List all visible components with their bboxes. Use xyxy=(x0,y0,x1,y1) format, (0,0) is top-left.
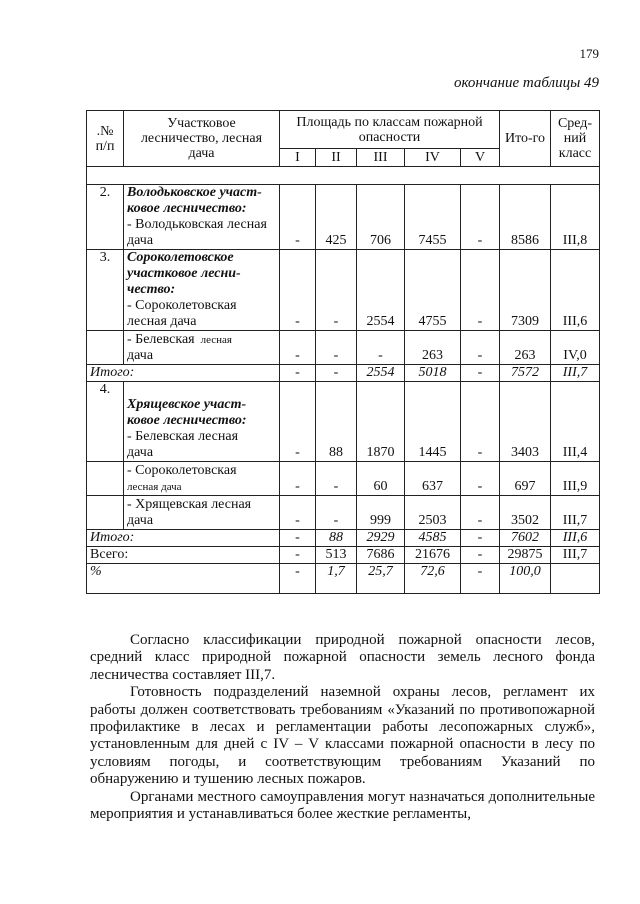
value-cell: - xyxy=(280,382,316,462)
summary-value: - xyxy=(280,530,316,547)
summary-value: - xyxy=(280,547,316,564)
value-cell: 3502 xyxy=(500,496,551,530)
value-cell: - xyxy=(280,331,316,365)
value-cell: 1870 xyxy=(357,382,405,462)
value-cell: 7455 xyxy=(405,185,461,250)
table-row xyxy=(87,564,600,594)
table-row xyxy=(87,331,600,365)
header-total: Ито-го xyxy=(500,111,551,167)
paragraph: Согласно классификации природной пожарной опасности лесов, средний класс природной пожарной опасности земель лесного фонда лесничества составляет III,7. xyxy=(90,632,595,683)
summary-value: - xyxy=(461,547,500,564)
table-row xyxy=(87,365,600,382)
forest-dacha-extra: лесная xyxy=(200,334,232,346)
value-cell: 697 xyxy=(500,462,551,496)
summary-value: III,6 xyxy=(551,530,600,547)
value-cell: - xyxy=(316,250,357,331)
summary-value: 21676 xyxy=(405,547,461,564)
value-cell: 263 xyxy=(500,331,551,365)
value-cell: - xyxy=(461,382,500,462)
value-cell: III,9 xyxy=(551,462,600,496)
header-class-4: IV xyxy=(405,149,461,167)
value-cell: 3403 xyxy=(500,382,551,462)
summary-label: Всего: xyxy=(87,547,280,564)
forest-dacha-text: лесная дача xyxy=(127,481,182,493)
forestry-title-line: Сороколетовское xyxy=(127,250,234,265)
table-row xyxy=(87,496,600,530)
forestry-title-line: ковое лесничество: xyxy=(127,201,247,216)
value-cell: 425 xyxy=(316,185,357,250)
summary-value: III,7 xyxy=(551,547,600,564)
value-cell: - xyxy=(280,462,316,496)
summary-value: 1,7 xyxy=(316,564,357,594)
row-number xyxy=(87,331,124,365)
table-body xyxy=(87,167,600,594)
value-cell: - xyxy=(280,496,316,530)
row-number xyxy=(87,496,124,530)
value-cell: 2503 xyxy=(405,496,461,530)
value-cell: III,4 xyxy=(551,382,600,462)
forestry-name xyxy=(124,382,280,462)
forest-dacha-text: - Сороколетовская xyxy=(127,298,237,313)
value-cell: 263 xyxy=(405,331,461,365)
value-cell: - xyxy=(461,496,500,530)
forest-dacha-text: дача xyxy=(127,233,154,248)
table-row xyxy=(87,250,600,331)
summary-value: 100,0 xyxy=(500,564,551,594)
value-cell: 8586 xyxy=(500,185,551,250)
table-caption: окончание таблицы 49 xyxy=(453,75,599,91)
header-area: Площадь по классам пожарной опасности xyxy=(280,111,500,149)
summary-value: 2554 xyxy=(357,365,405,382)
value-cell: 7309 xyxy=(500,250,551,331)
header-average: Сред-ний класс xyxy=(551,111,600,167)
forest-dacha-line xyxy=(127,463,276,479)
forest-dacha-text: - Белевская xyxy=(127,332,195,347)
summary-value: 88 xyxy=(316,530,357,547)
summary-label: Итого: xyxy=(87,530,280,547)
forest-dacha-line xyxy=(127,314,276,330)
forest-dacha-line xyxy=(127,348,276,364)
paragraph: Органами местного самоуправления могут назначаться дополнительные мероприятия и устанавливаться более жесткие регламенты, xyxy=(90,788,595,823)
summary-value: - xyxy=(280,564,316,594)
value-cell: 2554 xyxy=(357,250,405,331)
forest-dacha-line xyxy=(127,217,276,233)
forest-dacha-line xyxy=(127,429,276,445)
header-name: Участковое лесничество, лесная дача xyxy=(124,111,280,167)
value-cell: - xyxy=(280,250,316,331)
forest-dacha-text: дача xyxy=(127,513,154,528)
value-cell: 637 xyxy=(405,462,461,496)
forest-dacha-text: - Сороколетовская xyxy=(127,463,237,478)
forestry-title-line: Володьковское участ- xyxy=(127,185,262,200)
value-cell: - xyxy=(357,331,405,365)
value-cell: III,8 xyxy=(551,185,600,250)
value-cell: - xyxy=(461,185,500,250)
row-number xyxy=(87,462,124,496)
summary-value: - xyxy=(280,365,316,382)
forest-dacha-line xyxy=(127,513,276,529)
table-row xyxy=(87,530,600,547)
value-cell: III,7 xyxy=(551,496,600,530)
forest-dacha-line xyxy=(127,479,276,495)
forest-dacha-line xyxy=(127,298,276,314)
summary-value: - xyxy=(461,365,500,382)
summary-value: 7686 xyxy=(357,547,405,564)
value-cell: 88 xyxy=(316,382,357,462)
forestry-title-line: Хрящевское участ- xyxy=(127,397,247,412)
table-row xyxy=(87,382,600,462)
forestry-title-line: участковое лесни- xyxy=(127,266,241,281)
forestry-title-line: чество: xyxy=(127,282,176,297)
summary-value: 4585 xyxy=(405,530,461,547)
forest-dacha-text: - Хрящевская лесная xyxy=(127,497,252,512)
value-cell: - xyxy=(461,250,500,331)
forest-dacha-text: лесная дача xyxy=(127,314,197,329)
summary-value xyxy=(551,564,600,594)
row-number: 3. xyxy=(87,250,124,331)
row-number: 4. xyxy=(87,382,124,462)
header-class-2: II xyxy=(316,149,357,167)
forest-dacha-text: дача xyxy=(127,445,154,460)
table-row xyxy=(87,185,600,250)
table-row xyxy=(87,547,600,564)
value-cell: III,6 xyxy=(551,250,600,331)
summary-label: Итого: xyxy=(87,365,280,382)
header-class-3: III xyxy=(357,149,405,167)
forest-dacha-line xyxy=(127,445,276,461)
page-number: 179 xyxy=(579,46,599,61)
summary-value: III,7 xyxy=(551,365,600,382)
value-cell: - xyxy=(316,496,357,530)
forest-dacha-text: - Белевская лесная xyxy=(127,429,239,444)
value-cell: 706 xyxy=(357,185,405,250)
value-cell: 4755 xyxy=(405,250,461,331)
summary-label: % xyxy=(87,564,280,594)
header-class-1: I xyxy=(280,149,316,167)
summary-value: 2929 xyxy=(357,530,405,547)
fire-danger-table xyxy=(86,110,600,594)
value-cell: 60 xyxy=(357,462,405,496)
summary-value: 7602 xyxy=(500,530,551,547)
summary-value: 513 xyxy=(316,547,357,564)
value-cell: IV,0 xyxy=(551,331,600,365)
forest-dacha-line xyxy=(127,497,276,513)
value-cell: - xyxy=(316,462,357,496)
forest-dacha-line xyxy=(127,233,276,249)
forestry-name xyxy=(124,331,280,365)
forest-dacha-text: - Володьковская лесная xyxy=(127,217,267,232)
table-row xyxy=(87,167,600,185)
summary-value: - xyxy=(316,365,357,382)
summary-value: 72,6 xyxy=(405,564,461,594)
value-cell: - xyxy=(461,462,500,496)
table-row xyxy=(87,462,600,496)
body-text xyxy=(90,632,595,823)
forestry-name xyxy=(124,250,280,331)
value-cell: 1445 xyxy=(405,382,461,462)
paragraph: Готовность подразделений наземной охраны лесов, регламент их работы должен соответствовать требованиям «Указаний по противопожарной профилактике в лесах и регламентации работы лесопожарных служб», установленным для дней с IV – V классами пожарной опасности в лесу по условиям погоды, и соответствующим требованиям Указаний по обнаружению и тушению лесных пожаров. xyxy=(90,684,595,788)
summary-value: - xyxy=(461,564,500,594)
forestry-name xyxy=(124,185,280,250)
forest-dacha-text: дача xyxy=(127,348,154,363)
forestry-name xyxy=(124,462,280,496)
gap-row-cell xyxy=(87,167,600,185)
forest-dacha-line xyxy=(127,332,276,348)
value-cell: - xyxy=(316,331,357,365)
header-class-5: V xyxy=(461,149,500,167)
summary-value: 5018 xyxy=(405,365,461,382)
value-cell: - xyxy=(280,185,316,250)
header-number: .№ п/п xyxy=(87,111,124,167)
summary-value: - xyxy=(461,530,500,547)
row-number: 2. xyxy=(87,185,124,250)
value-cell: - xyxy=(461,331,500,365)
summary-value: 29875 xyxy=(500,547,551,564)
forestry-title-line: ковое лесничество: xyxy=(127,413,247,428)
forestry-name xyxy=(124,496,280,530)
summary-value: 25,7 xyxy=(357,564,405,594)
value-cell: 999 xyxy=(357,496,405,530)
summary-value: 7572 xyxy=(500,365,551,382)
